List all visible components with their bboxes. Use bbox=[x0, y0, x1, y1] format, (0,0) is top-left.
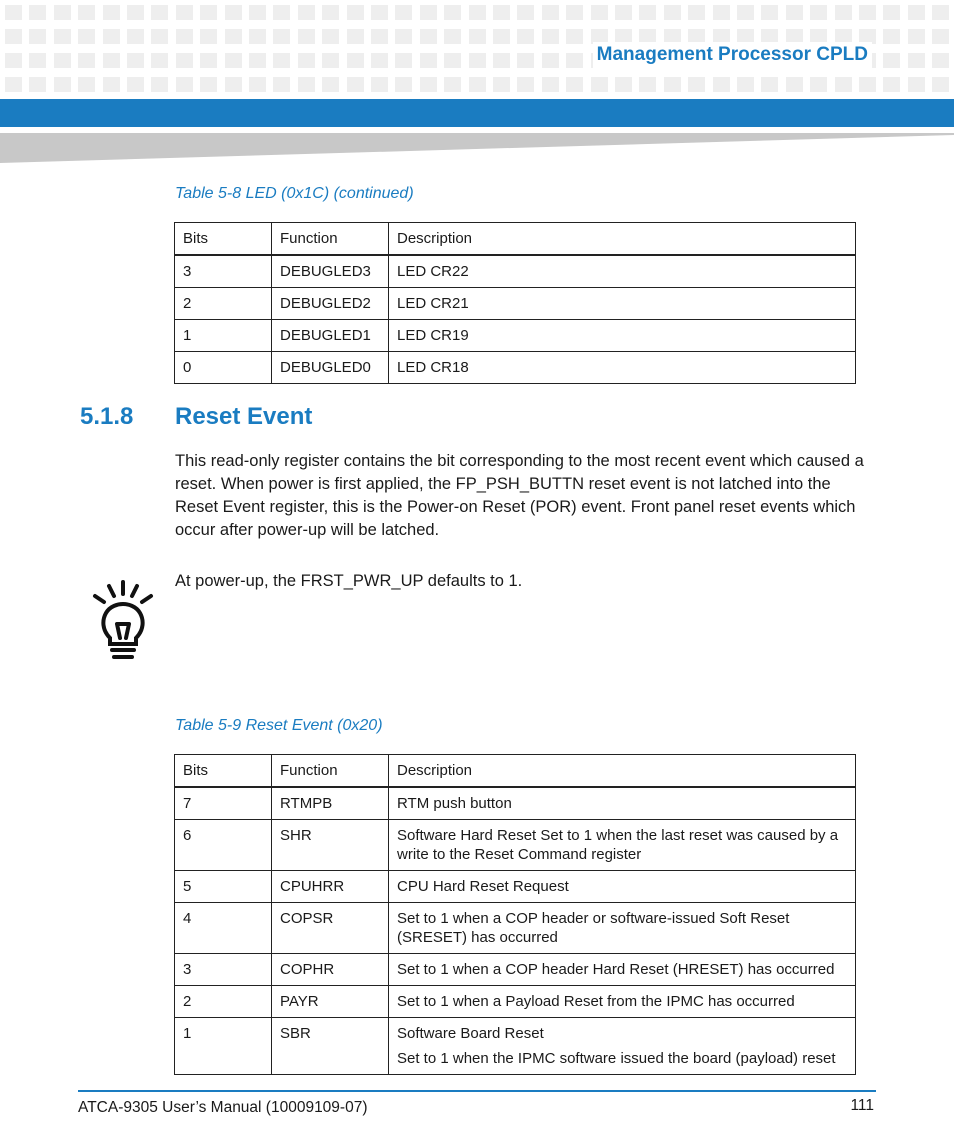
pattern-square bbox=[176, 29, 193, 44]
cell-description: RTM push button bbox=[389, 787, 856, 820]
pattern-square bbox=[225, 29, 242, 44]
column-header: Description bbox=[389, 223, 856, 256]
footer-manual-title: ATCA-9305 User’s Manual (10009109-07) bbox=[78, 1099, 368, 1116]
pattern-square bbox=[810, 5, 827, 20]
pattern-square bbox=[54, 29, 71, 44]
pattern-square bbox=[347, 53, 364, 68]
pattern-square bbox=[371, 29, 388, 44]
cell-function: DEBUGLED2 bbox=[272, 288, 389, 320]
pattern-square bbox=[615, 77, 632, 92]
pattern-square bbox=[176, 5, 193, 20]
pattern-square bbox=[5, 77, 22, 92]
pattern-square bbox=[883, 77, 900, 92]
pattern-square bbox=[200, 53, 217, 68]
pattern-square bbox=[225, 5, 242, 20]
pattern-square bbox=[78, 29, 95, 44]
pattern-square bbox=[908, 77, 925, 92]
cell-description: Set to 1 when a COP header Hard Reset (HRESET) has occurred bbox=[389, 954, 856, 986]
page-number: 111 bbox=[850, 1097, 874, 1114]
cell-function: PAYR bbox=[272, 986, 389, 1018]
pattern-square bbox=[615, 5, 632, 20]
cell-function: CPUHRR bbox=[272, 871, 389, 903]
pattern-square bbox=[322, 5, 339, 20]
pattern-square bbox=[859, 5, 876, 20]
pattern-square bbox=[469, 5, 486, 20]
pattern-square bbox=[298, 77, 315, 92]
cell-description: LED CR19 bbox=[389, 320, 856, 352]
cell-description: LED CR21 bbox=[389, 288, 856, 320]
pattern-square bbox=[859, 77, 876, 92]
pattern-square bbox=[5, 53, 22, 68]
pattern-square bbox=[444, 77, 461, 92]
cell-description: Set to 1 when a Payload Reset from the IPMC has occurred bbox=[389, 986, 856, 1018]
header-band bbox=[0, 99, 954, 127]
pattern-square bbox=[688, 5, 705, 20]
table-header-row bbox=[175, 755, 856, 788]
pattern-square bbox=[493, 77, 510, 92]
pattern-square bbox=[29, 53, 46, 68]
pattern-square bbox=[249, 29, 266, 44]
cell-bits: 2 bbox=[175, 986, 272, 1018]
pattern-square bbox=[249, 5, 266, 20]
pattern-square bbox=[444, 5, 461, 20]
pattern-square bbox=[371, 77, 388, 92]
cell-description bbox=[389, 1018, 856, 1075]
pattern-square bbox=[322, 53, 339, 68]
note-text: At power-up, the FRST_PWR_UP defaults to 1. bbox=[175, 572, 523, 590]
pattern-square bbox=[273, 77, 290, 92]
cell-bits: 6 bbox=[175, 820, 272, 871]
pattern-square bbox=[713, 5, 730, 20]
pattern-square bbox=[273, 5, 290, 20]
pattern-square bbox=[932, 77, 949, 92]
pattern-square bbox=[786, 77, 803, 92]
pattern-square bbox=[127, 29, 144, 44]
pattern-square bbox=[127, 77, 144, 92]
pattern-square bbox=[29, 77, 46, 92]
pattern-square bbox=[103, 29, 120, 44]
cell-function: COPSR bbox=[272, 903, 389, 954]
pattern-square bbox=[688, 77, 705, 92]
table-row bbox=[175, 820, 856, 871]
pattern-square bbox=[176, 53, 193, 68]
pattern-square bbox=[591, 5, 608, 20]
pattern-square bbox=[78, 53, 95, 68]
page-header-title: Management Processor CPLD bbox=[593, 42, 872, 68]
pattern-square bbox=[542, 5, 559, 20]
pattern-square bbox=[127, 5, 144, 20]
pattern-square bbox=[639, 5, 656, 20]
pattern-square bbox=[322, 77, 339, 92]
pattern-square bbox=[225, 77, 242, 92]
pattern-square bbox=[639, 77, 656, 92]
column-header: Function bbox=[272, 755, 389, 788]
pattern-square bbox=[517, 77, 534, 92]
cell-function: COPHR bbox=[272, 954, 389, 986]
section-title: Reset Event bbox=[175, 403, 313, 430]
pattern-square bbox=[786, 5, 803, 20]
reset-event-table bbox=[174, 754, 856, 1075]
pattern-square bbox=[566, 29, 583, 44]
table-caption: Table 5-8 LED (0x1C) (continued) bbox=[175, 185, 414, 202]
cell-bits: 4 bbox=[175, 903, 272, 954]
pattern-square bbox=[908, 29, 925, 44]
pattern-square bbox=[29, 5, 46, 20]
table-row bbox=[175, 903, 856, 954]
pattern-square bbox=[78, 5, 95, 20]
pattern-square bbox=[883, 53, 900, 68]
cell-bits: 1 bbox=[175, 320, 272, 352]
cell-function: SBR bbox=[272, 1018, 389, 1075]
pattern-square bbox=[420, 77, 437, 92]
cell-bits: 7 bbox=[175, 787, 272, 820]
pattern-square bbox=[493, 53, 510, 68]
description-line: Software Board Reset bbox=[397, 1025, 544, 1042]
pattern-square bbox=[835, 5, 852, 20]
pattern-square bbox=[737, 77, 754, 92]
pattern-square bbox=[249, 53, 266, 68]
pattern-square bbox=[347, 5, 364, 20]
pattern-square bbox=[273, 53, 290, 68]
cell-bits: 2 bbox=[175, 288, 272, 320]
pattern-square bbox=[566, 77, 583, 92]
cell-description: LED CR22 bbox=[389, 255, 856, 288]
cell-bits: 5 bbox=[175, 871, 272, 903]
cell-bits: 0 bbox=[175, 352, 272, 384]
table-caption: Table 5-9 Reset Event (0x20) bbox=[175, 717, 383, 734]
table-header-row bbox=[175, 223, 856, 256]
pattern-square bbox=[444, 53, 461, 68]
column-header: Bits bbox=[175, 755, 272, 788]
pattern-square bbox=[298, 5, 315, 20]
pattern-square bbox=[395, 53, 412, 68]
pattern-square bbox=[29, 29, 46, 44]
pattern-square bbox=[517, 53, 534, 68]
pattern-square bbox=[54, 77, 71, 92]
pattern-square bbox=[371, 5, 388, 20]
pattern-square bbox=[932, 53, 949, 68]
pattern-square bbox=[883, 29, 900, 44]
pattern-square bbox=[542, 77, 559, 92]
cell-bits: 3 bbox=[175, 255, 272, 288]
pattern-square bbox=[322, 29, 339, 44]
pattern-square bbox=[493, 29, 510, 44]
table-row bbox=[175, 1018, 856, 1075]
lightbulb-icon bbox=[92, 580, 156, 662]
pattern-square bbox=[932, 5, 949, 20]
pattern-square bbox=[517, 5, 534, 20]
pattern-square bbox=[713, 77, 730, 92]
table-row bbox=[175, 352, 856, 384]
table-row bbox=[175, 255, 856, 288]
pattern-square bbox=[469, 53, 486, 68]
pattern-square bbox=[469, 77, 486, 92]
pattern-square bbox=[395, 5, 412, 20]
pattern-square bbox=[444, 29, 461, 44]
pattern-square bbox=[347, 77, 364, 92]
table-row bbox=[175, 986, 856, 1018]
pattern-square bbox=[908, 5, 925, 20]
pattern-square bbox=[835, 77, 852, 92]
table-row bbox=[175, 288, 856, 320]
pattern-square bbox=[5, 29, 22, 44]
pattern-square bbox=[78, 77, 95, 92]
description-line: Set to 1 when the IPMC software issued the board (payload) reset bbox=[397, 1050, 836, 1067]
pattern-square bbox=[347, 29, 364, 44]
pattern-square bbox=[420, 53, 437, 68]
pattern-square bbox=[761, 5, 778, 20]
pattern-square bbox=[395, 29, 412, 44]
pattern-square bbox=[249, 77, 266, 92]
table-row bbox=[175, 787, 856, 820]
pattern-square bbox=[883, 5, 900, 20]
pattern-square bbox=[151, 5, 168, 20]
pattern-square bbox=[54, 5, 71, 20]
pattern-square bbox=[273, 29, 290, 44]
pattern-square bbox=[810, 77, 827, 92]
pattern-square bbox=[127, 53, 144, 68]
led-register-table bbox=[174, 222, 856, 384]
pattern-square bbox=[200, 77, 217, 92]
pattern-square bbox=[908, 53, 925, 68]
pattern-square bbox=[493, 5, 510, 20]
column-header: Bits bbox=[175, 223, 272, 256]
pattern-square bbox=[200, 29, 217, 44]
pattern-square bbox=[664, 77, 681, 92]
cell-function: DEBUGLED3 bbox=[272, 255, 389, 288]
pattern-square bbox=[103, 53, 120, 68]
pattern-square bbox=[371, 53, 388, 68]
pattern-square bbox=[932, 29, 949, 44]
pattern-square bbox=[151, 29, 168, 44]
table-row bbox=[175, 954, 856, 986]
pattern-square bbox=[200, 5, 217, 20]
cell-function: DEBUGLED0 bbox=[272, 352, 389, 384]
pattern-square bbox=[5, 5, 22, 20]
cell-bits: 1 bbox=[175, 1018, 272, 1075]
pattern-square bbox=[542, 29, 559, 44]
column-header: Function bbox=[272, 223, 389, 256]
cell-function: SHR bbox=[272, 820, 389, 871]
pattern-square bbox=[176, 77, 193, 92]
pattern-square bbox=[761, 77, 778, 92]
pattern-square bbox=[151, 77, 168, 92]
pattern-square bbox=[591, 77, 608, 92]
section-number: 5.1.8 bbox=[80, 403, 134, 430]
pattern-square bbox=[469, 29, 486, 44]
cell-function: RTMPB bbox=[272, 787, 389, 820]
cell-function: DEBUGLED1 bbox=[272, 320, 389, 352]
cell-description: CPU Hard Reset Request bbox=[389, 871, 856, 903]
pattern-square bbox=[103, 5, 120, 20]
pattern-square bbox=[566, 5, 583, 20]
pattern-square bbox=[737, 5, 754, 20]
table-row bbox=[175, 871, 856, 903]
table-row bbox=[175, 320, 856, 352]
pattern-square bbox=[395, 77, 412, 92]
cell-description: LED CR18 bbox=[389, 352, 856, 384]
cell-description: Set to 1 when a COP header or software-issued Soft Reset (SRESET) has occurred bbox=[389, 903, 856, 954]
pattern-square bbox=[517, 29, 534, 44]
cell-description: Software Hard Reset Set to 1 when the last reset was caused by a write to the Reset Command register bbox=[389, 820, 856, 871]
pattern-square bbox=[54, 53, 71, 68]
pattern-square bbox=[225, 53, 242, 68]
cell-bits: 3 bbox=[175, 954, 272, 986]
section-paragraph: This read-only register contains the bit corresponding to the most recent event which caused a reset. When power is first applied, the FP_PSH_BUTTN reset event is not latched into the Reset Event register, this is the Power-on Reset (POR) event. Front panel reset events which occur after power-up will be latched. bbox=[175, 452, 864, 539]
pattern-square bbox=[566, 53, 583, 68]
pattern-square bbox=[298, 29, 315, 44]
pattern-square bbox=[151, 53, 168, 68]
pattern-square bbox=[664, 5, 681, 20]
pattern-square bbox=[103, 77, 120, 92]
footer-rule bbox=[78, 1090, 876, 1092]
pattern-square bbox=[420, 5, 437, 20]
header-wedge bbox=[0, 131, 954, 163]
pattern-square bbox=[542, 53, 559, 68]
column-header: Description bbox=[389, 755, 856, 788]
pattern-square bbox=[298, 53, 315, 68]
pattern-square bbox=[420, 29, 437, 44]
